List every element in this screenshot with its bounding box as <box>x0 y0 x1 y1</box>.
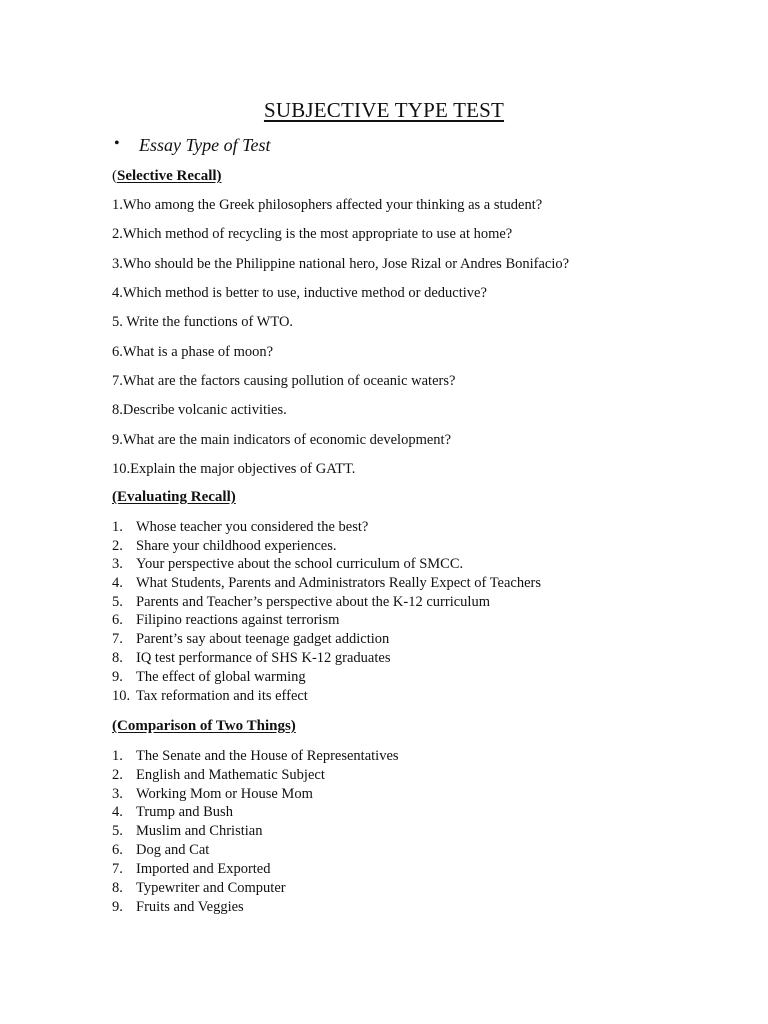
item-text: Parent’s say about teenage gadget addiction <box>136 631 390 647</box>
item-number: 10. <box>112 688 131 704</box>
list-item <box>112 767 325 784</box>
item-number: 5. <box>112 823 123 839</box>
item-number: 2. <box>112 538 123 554</box>
item-number: 7. <box>112 631 123 647</box>
item-text: What Students, Parents and Administrators Really Expect of Teachers <box>136 575 542 591</box>
question-1: 1.Who among the Greek philosophers affected your thinking as a student? <box>112 197 543 213</box>
question-8: 8.Describe volcanic activities. <box>112 402 287 418</box>
bullet-icon: • <box>114 135 120 152</box>
item-text: Parents and Teacher’s perspective about the K-12 curriculum <box>136 594 490 610</box>
item-text: English and Mathematic Subject <box>136 767 325 783</box>
item-text: Tax reformation and its effect <box>136 688 308 704</box>
item-number: 8. <box>112 650 123 666</box>
section-heading-selective-recall <box>112 168 222 185</box>
item-number: 2. <box>112 767 123 783</box>
question-2: 2.Which method of recycling is the most appropriate to use at home? <box>112 226 513 242</box>
heading-open-paren: ( <box>112 168 117 184</box>
list-item <box>112 519 368 536</box>
item-text: Typewriter and Computer <box>136 880 286 896</box>
item-text: Share your childhood experiences. <box>136 538 337 554</box>
list-item <box>112 594 490 611</box>
question-3: 3.Who should be the Philippine national hero, Jose Rizal or Andres Bonifacio? <box>112 256 570 272</box>
item-text: Filipino reactions against terrorism <box>136 612 340 628</box>
list-item <box>112 538 337 555</box>
question-5: 5. Write the functions of WTO. <box>112 314 294 330</box>
section-heading-evaluating-recall <box>112 489 236 506</box>
item-text: IQ test performance of SHS K-12 graduates <box>136 650 391 666</box>
bullet-text: Essay Type of Test <box>139 135 271 155</box>
list-item <box>112 823 262 840</box>
item-number: 9. <box>112 899 123 915</box>
question-6: 6.What is a phase of moon? <box>112 344 274 360</box>
item-text: Trump and Bush <box>136 804 233 820</box>
list-item <box>112 804 233 821</box>
item-number: 6. <box>112 612 123 628</box>
item-number: 5. <box>112 594 123 610</box>
item-text: Imported and Exported <box>136 861 271 877</box>
item-text: Your perspective about the school curriculum of SMCC. <box>136 556 464 572</box>
question-10: 10.Explain the major objectives of GATT. <box>112 461 356 477</box>
list-item <box>112 861 271 878</box>
list-item <box>112 575 541 592</box>
item-number: 1. <box>112 519 123 535</box>
item-text: Muslim and Christian <box>136 823 263 839</box>
question-4: 4.Which method is better to use, inductive method or deductive? <box>112 285 487 301</box>
item-text: Working Mom or House Mom <box>136 786 313 802</box>
section-heading-comparison <box>112 718 296 735</box>
item-text: Whose teacher you considered the best? <box>136 519 369 535</box>
item-number: 4. <box>112 804 123 820</box>
list-item <box>112 880 286 897</box>
item-text: Fruits and Veggies <box>136 899 244 915</box>
list-item <box>112 688 308 705</box>
heading-label: (Comparison of Two Things) <box>112 718 296 734</box>
list-item <box>112 669 306 686</box>
item-number: 1. <box>112 748 123 764</box>
list-item <box>112 899 244 916</box>
item-number: 6. <box>112 842 123 858</box>
item-number: 8. <box>112 880 123 896</box>
list-item <box>112 612 339 629</box>
question-9: 9.What are the main indicators of economic development? <box>112 432 452 448</box>
question-7: 7.What are the factors causing pollution of oceanic waters? <box>112 373 456 389</box>
item-text: Dog and Cat <box>136 842 210 858</box>
page-title: SUBJECTIVE TYPE TEST <box>263 98 505 122</box>
item-number: 3. <box>112 556 123 572</box>
list-item <box>112 556 463 573</box>
list-item <box>112 631 389 648</box>
list-item <box>112 748 399 765</box>
item-number: 9. <box>112 669 123 685</box>
list-item <box>112 786 313 803</box>
item-text: The Senate and the House of Representatives <box>136 748 399 764</box>
item-text: The effect of global warming <box>136 669 306 685</box>
heading-label: Selective Recall) <box>117 168 222 184</box>
list-item <box>112 650 390 667</box>
list-item <box>112 842 209 859</box>
item-number: 3. <box>112 786 123 802</box>
item-number: 4. <box>112 575 123 591</box>
item-number: 7. <box>112 861 123 877</box>
heading-label: (Evaluating Recall) <box>112 489 236 505</box>
